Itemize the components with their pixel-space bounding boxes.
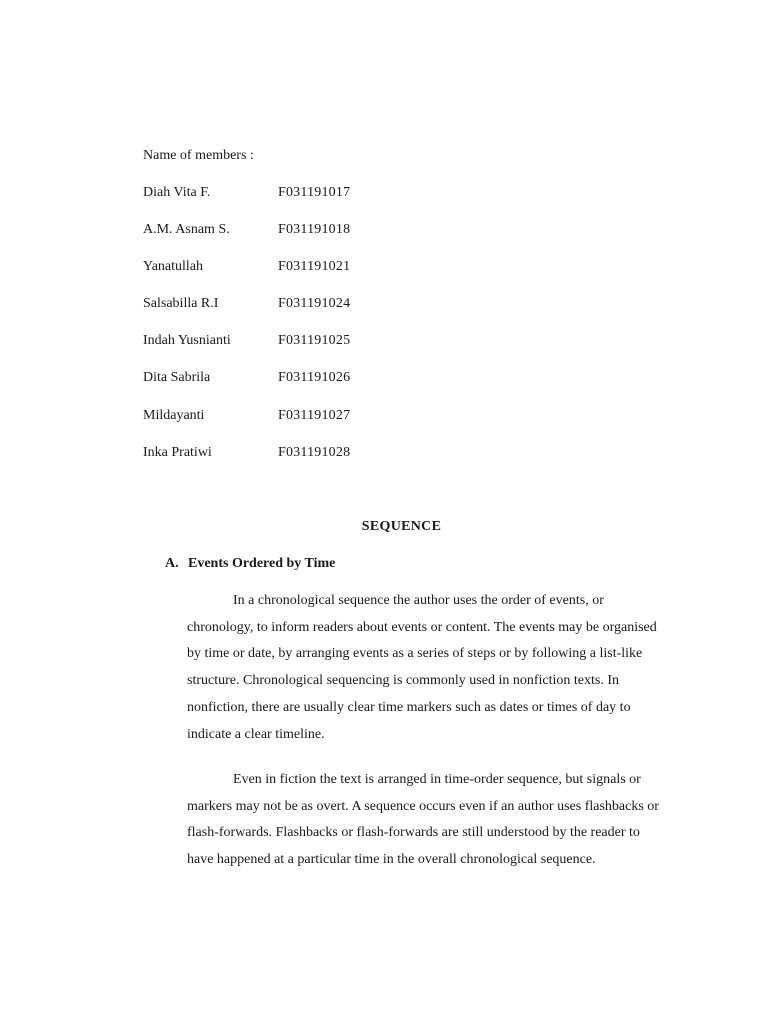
- section-heading: [165, 555, 335, 573]
- member-name: Diah Vita F.: [143, 185, 211, 200]
- section-heading-text: Events Ordered by Time: [188, 556, 336, 571]
- member-id: F031191017: [278, 185, 351, 200]
- body-paragraph: In a chronological sequence the author uses the order of events, or chronology, to inform readers about events or content. The events may be organised by time or date, by arranging events as a series of steps or by following a list-like structure. Chronological sequencing is commonly used in nonfiction texts. In nonfiction, there are usually clear time markers such as dates or times of day to indicate a clear timeline.: [187, 593, 657, 742]
- member-name: Salsabilla R.I: [143, 296, 219, 312]
- member-id: F031191021: [278, 259, 351, 275]
- member-name: Dita Sabrila: [143, 370, 211, 386]
- member-row: [143, 221, 463, 258]
- member-name: Indah Yusnianti: [143, 333, 231, 349]
- member-name: Inka Pratiwi: [143, 444, 212, 460]
- member-row: [143, 444, 463, 481]
- member-id: F031191024: [278, 296, 351, 312]
- member-id: F031191025: [278, 333, 351, 349]
- body-paragraph: Even in fiction the text is arranged in time-order sequence, but signals or markers may not be as overt. A sequence occurs even if an author uses flashbacks or flash-forwards. Flashbacks or flash-forwards are still understood by the reader to have happened at a particular time in the overall chronological sequence.: [187, 772, 659, 868]
- document-title: SEQUENCE: [361, 519, 442, 534]
- member-row: [143, 258, 463, 295]
- member-name: Yanatullah: [143, 259, 204, 275]
- member-row: [143, 407, 463, 444]
- member-name: A.M. Asnam S.: [143, 222, 230, 238]
- member-row: [143, 295, 463, 332]
- section-letter: A.: [165, 556, 179, 571]
- member-row: [143, 332, 463, 369]
- member-id: F031191018: [278, 222, 351, 238]
- member-id: F031191028: [278, 444, 351, 460]
- member-id: F031191027: [278, 407, 351, 423]
- members-heading: Name of members :: [143, 148, 254, 163]
- members-list: [143, 184, 463, 481]
- member-name: Mildayanti: [143, 407, 205, 423]
- member-row: [143, 184, 463, 221]
- member-row: [143, 369, 463, 406]
- member-id: F031191026: [278, 370, 351, 386]
